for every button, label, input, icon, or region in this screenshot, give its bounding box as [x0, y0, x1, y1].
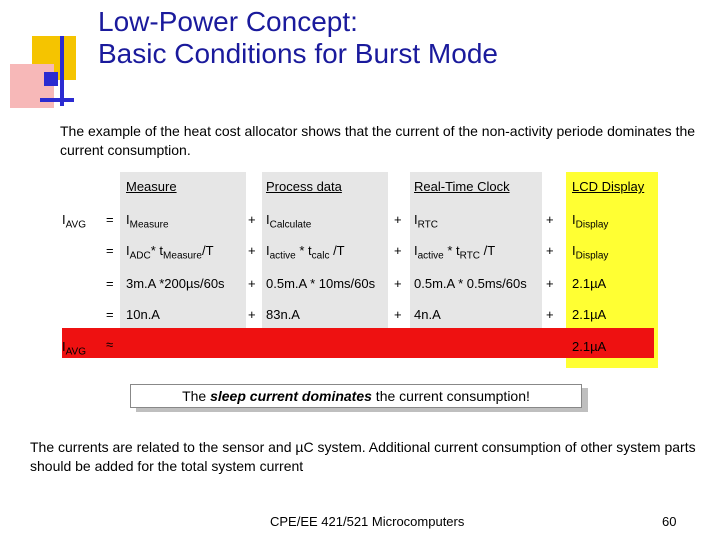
logo-square-blue — [44, 72, 58, 86]
header-measure: Measure — [126, 179, 177, 194]
outro-text: The currents are related to the sensor and µC system. Additional current consumption of other system parts should be added for the total system current — [30, 439, 696, 474]
row2-calculate-formula: $I_{active} * t_{calc}$ /T — [266, 243, 345, 262]
row3-equals: = — [106, 276, 114, 291]
row1-rtc: $I_{RTC}$ — [414, 212, 438, 231]
row2-measure-formula: $I_{ADC}*$ $t_{Measure}/T$ — [126, 243, 214, 262]
callout-emphasis: sleep current dominates — [210, 388, 372, 404]
row3-measure-value: 3m.A *200µs/60s — [126, 276, 225, 291]
row2-plus-1: + — [248, 243, 256, 258]
row1-measure: $I_{Measure}$ — [126, 212, 169, 231]
row1-plus-2: + — [394, 212, 402, 227]
row1-plus-3: + — [546, 212, 554, 227]
row2-equals: = — [106, 243, 114, 258]
row3-plus-1: + — [248, 276, 256, 291]
row2-display: $I_{Display}$ — [572, 243, 609, 262]
row2-rtc-formula: $I_{active} * t_{RTC}$ /T — [414, 243, 496, 262]
row5-approx: ≈ — [106, 337, 114, 352]
slide-title — [98, 6, 498, 70]
title-line-1: Low-Power Concept: — [98, 6, 358, 37]
result-row-highlight — [62, 328, 654, 358]
logo-bar-horizontal — [40, 98, 74, 102]
page-number: 60 — [662, 514, 677, 529]
logo-bar-vertical — [60, 36, 64, 106]
row4-calculate-value: 83n.A — [266, 307, 300, 322]
row4-plus-3: + — [546, 307, 554, 322]
row1-equals: = — [106, 212, 114, 227]
row4-equals: = — [106, 307, 114, 322]
row3-display-value: 2.1µA — [572, 276, 607, 291]
intro-text: The example of the heat cost allocator shows that the current of the non-activity periode dominates the current consumption. — [60, 123, 696, 158]
title-line-2: Basic Conditions for Burst Mode — [98, 38, 498, 69]
row3-calculate-value: 0.5m.A * 10ms/60s — [266, 276, 376, 291]
row4-plus-2: + — [394, 307, 402, 322]
row4-rtc-value: 4n.A — [414, 307, 441, 322]
row4-measure-value: 10n.A — [126, 307, 160, 322]
header-real-time-clock: Real-Time Clock — [414, 179, 510, 194]
row1-lhs: $I_{AVG}$ — [62, 212, 87, 231]
header-process-data: Process data — [266, 179, 342, 194]
row3-plus-2: + — [394, 276, 402, 291]
row5-result-value: 2.1µA — [572, 339, 607, 354]
row2-plus-2: + — [394, 243, 402, 258]
row1-plus-1: + — [248, 212, 256, 227]
row5-lhs: $I_{AVG}$ — [62, 339, 87, 358]
row1-calculate: $I_{Calculate}$ — [266, 212, 312, 231]
row4-plus-1: + — [248, 307, 256, 322]
row3-rtc-value: 0.5m.A * 0.5ms/60s — [414, 276, 527, 291]
row2-plus-3: + — [546, 243, 554, 258]
footer-text: CPE/EE 421/521 Microcomputers — [270, 514, 465, 529]
callout-box: The sleep current dominates the current consumption! — [130, 384, 582, 408]
row3-plus-3: + — [546, 276, 554, 291]
row4-display-value: 2.1µA — [572, 307, 607, 322]
header-lcd-display: LCD Display — [572, 179, 645, 194]
row1-display: $I_{Display}$ — [572, 212, 609, 231]
